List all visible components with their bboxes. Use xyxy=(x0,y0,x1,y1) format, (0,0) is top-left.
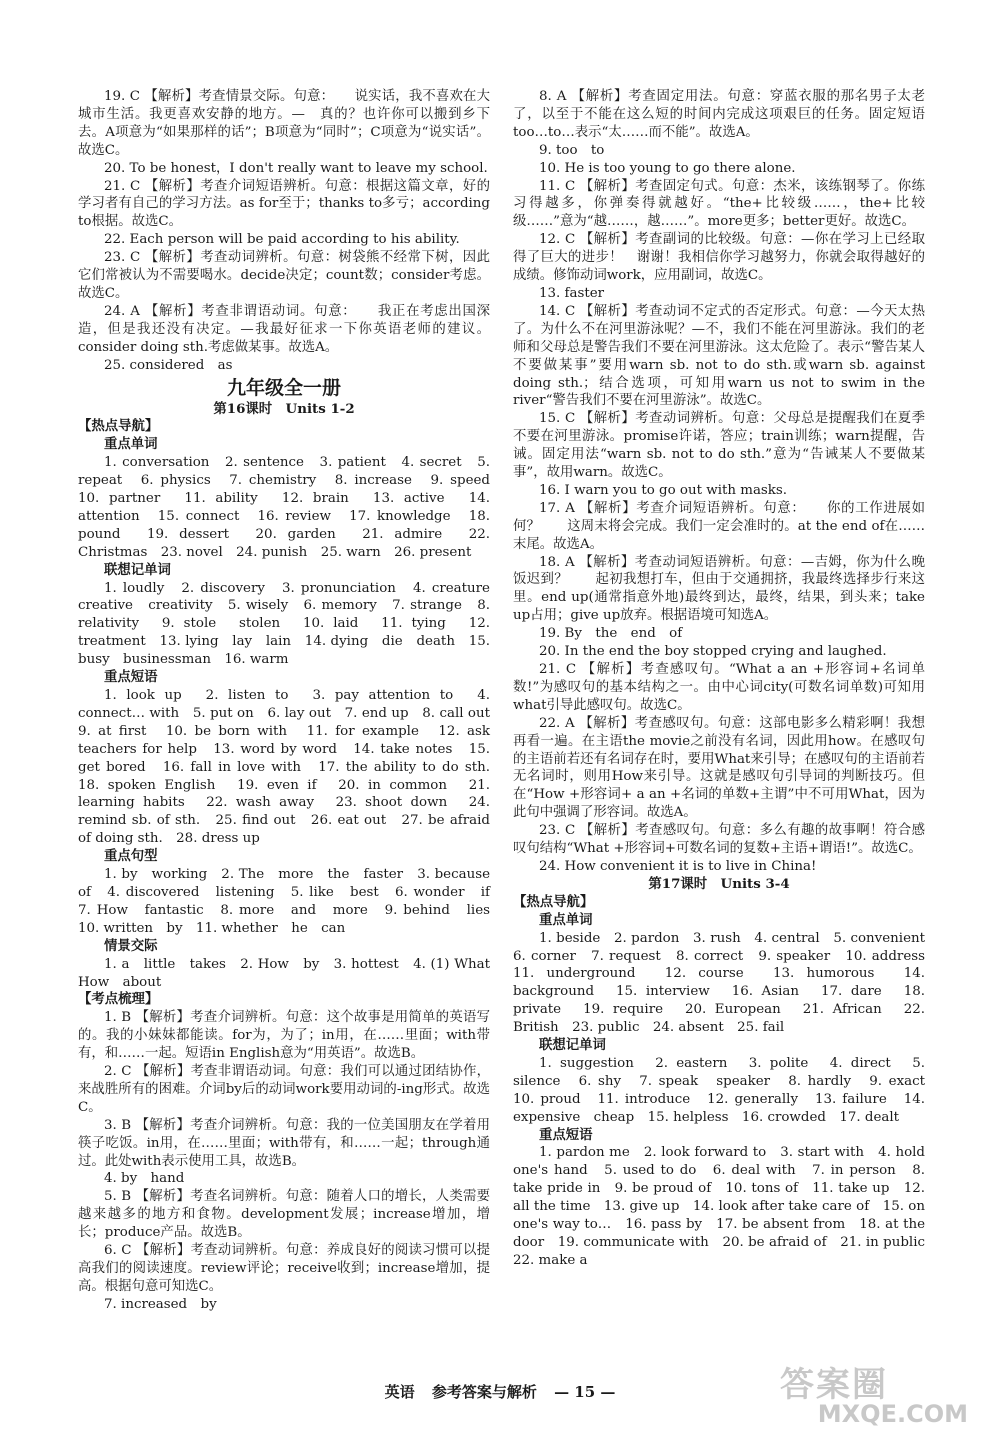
assoc-words-list: 1. suggestion 2. eastern 3. polite 4. direct 5. silence 6. shy 7. speak speaker 8. hardly 9. exact 10. proud 11. introduce 12. generally 13. failure 14. expensive cheap 15. helpless 16. crowded 17. dealt xyxy=(513,1055,939,1125)
key-phrases-list: 1. pardon me 2. look forward to 3. start with 4. hold one's hand 5. used to do 6. deal with 7. in person 8. take pride in 9. be proud of 10. tons of 11. take up 12. all the time 13. give up 14. look after take care of 15. on one's way to… 16. pass by 17. be absent from 18. at the door 19. communicate with 20. be afraid of 21. in public 22. make a xyxy=(513,1145,939,1268)
assoc-words-heading: 联想记单词 xyxy=(104,561,171,578)
key-words-list: 1. beside 2. pardon 3. rush 4. central 5. convenient 6. corner 7. request 8. correct 9. speaker 10. address 11. underground 12. course 13. humorous 14. background 15. interview 16. Asian 17. dare 18. private 19. require 20. European 21. African 22. British 23. public 24. absent 25. fail xyxy=(513,930,939,1036)
answer-23: 23. C 【解析】考查动词辨析。句意：树袋熊不经常下树，因此它们常被认为不需要喝水。decide决定；count数；consider考虑。故选C。 xyxy=(78,250,490,301)
answer-24: 24. How convenient it is to live in China! xyxy=(539,858,817,874)
key-words-heading: 重点单词 xyxy=(539,911,593,928)
exam-points-heading: 【考点梳理】 xyxy=(78,991,159,1008)
communication-heading: 情景交际 xyxy=(104,937,158,954)
footer-subject: 英语 xyxy=(384,1383,415,1401)
answer-21: 21. C 【解析】考查感叹句。“What a an +形容词+名词单数!”为感叹句的基本结构之一。由中心词city(可数名词单数)可知用what引导此感叹句。故选C。 xyxy=(513,662,925,713)
key-words-list: 1. conversation 2. sentence 3. patient 4. secret 5. repeat 6. physics 7. chemistry 8. increase 9. speed 10. partner 11. ability 12. brain 13. active 14. attention 15. connect 16. review 17. knowledge 18. pound 19. dessert 20. garden 21. admire 22. Christmas 23. novel 24. punish 25. warn 26. present xyxy=(78,455,504,560)
answer-18: 18. A 【解析】考查动词短语辨析。句意：—吉姆，你为什么晚饭迟到？ 起初我想打车，但由于交通拥挤，我最终选择步行来这里。end up(通常指意外地)最终到达，最终，结果，到头来；take up占用；give up放弃。根据语境可知选A。 xyxy=(513,554,925,624)
answer-20: 20. To be honest，I don't really want to leave my school. xyxy=(104,160,488,176)
communication-list: 1. a little takes 2. How by 3. hottest 4. (1) What How about xyxy=(78,956,504,990)
exam-answer-5: 5. B 【解析】考查名词辨析。句意：随着人口的增长，人类需要越来越多的地方和食物。development发展；increase增加，增长；produce产品。故选B。 xyxy=(78,1189,490,1241)
answer-22: 22. A 【解析】考查感叹句。句意：这部电影多么精彩啊！我想再看一遍。在主语the movie之前没有名词，因此用how。在感叹句的主语前若还有名词存在时，要用What来引导；在感叹句的主语前若无名词时，则用How来引导。这就是感叹句引导词的判断技巧。但在“How +形容词+ a an +名词的单数+主谓”中不可用What，因为此句中强调了形容词。故选A。 xyxy=(513,715,925,821)
answer-16: 16. I warn you to go out with masks. xyxy=(539,482,788,498)
exam-answer-2: 2. C 【解析】考查非谓语动词。句意：我们可以通过团结协作，来战胜所有的困难。介词by后的动词work要用动词的-ing形式。故选C。 xyxy=(78,1064,490,1115)
footer-section: 参考答案与解析 xyxy=(431,1383,537,1401)
watermark-en: MXQE.COM xyxy=(817,1400,968,1428)
lesson-16-title: 第16课时 Units 1-2 xyxy=(213,400,355,417)
exam-answer-3: 3. B 【解析】考查介词辨析。句意：我的一位美国朋友在学着用筷子吃饭。in用，在……里面；with带有，和……一起；through通过。此处with表示使用工具，故选B。 xyxy=(78,1117,490,1169)
key-sentences-list: 1. by working 2. The more the faster 3. because of 4. discovered listening 5. like best 6. wonder if 7. How fantastic 8. more and more 9. behind lies 10. written by 11. whether he can xyxy=(78,867,504,936)
answer-23: 23. C 【解析】考查感叹句。句意：多么有趣的故事啊！符合感叹句结构“What +形容词+可数名词的复数+主语+谓语!”。故选C。 xyxy=(513,823,925,857)
hot-nav-heading: 【热点导航】 xyxy=(78,418,159,435)
answer-22: 22. Each person will be paid according to his ability. xyxy=(104,232,460,248)
key-sentences-heading: 重点句型 xyxy=(104,848,158,865)
answer-10: 10. He is too young to go there alone. xyxy=(539,160,796,176)
answer-12: 12. C 【解析】考查副词的比较级。句意：—你在学习上已经取得了巨大的进步！ 谢谢！我相信你学习越努力，你就会取得越好的成绩。修饰动词work，应用副词，故选C。 xyxy=(513,232,925,284)
grade-title: 九年级全一册 xyxy=(226,376,341,399)
answer-19: 19. By the end of xyxy=(539,626,683,642)
answer-17: 17. A 【解析】考查介词短语辨析。句意： 你的工作进展如何？ 这周末将会完成。我们一定会准时的。at the end of在……末尾。故选A。 xyxy=(513,500,925,552)
assoc-words-list: 1. loudly 2. discovery 3. pronunciation 4. creature creative creativity 5. wisely 6. memory 7. strange 8. relativity 9. stole stolen 10. laid 11. tying 12. treatment 13. lying lay lain 14. dying die death 15. busy businessman 16. warm xyxy=(78,580,504,668)
exam-answer-1: 1. B 【解析】考查介词辨析。句意：这个故事是用简单的英语写的。我的小妹妹都能读。for为，为了；in用，在……里面；with带有，和……一起。短语in English意为“用英语”。故选B。 xyxy=(78,1010,490,1062)
answer-15: 15. C 【解析】考查动词辨析。句意：父母总是提醒我们在夏季不要在河里游泳。promise许诺，答应；train训练；warn提醒，告诫。固定用法“warn sb. not to do sth.”意为“告诫某人不要做某事”，故用warn。故选C。 xyxy=(513,411,925,481)
key-phrases-list: 1. look up 2. listen to 3. pay attention to 4. connect… with 5. put on 6. lay out 7. end up 8. call out 9. at first 10. be born with 11. for example 12. ask teachers for help 13. word by word 14. take notes 15. get bored 16. fall in love with 17. the ability to do sth. 18. spoken English 19. even if 20. in common 21. learning habits 22. wash away 23. shoot down 24. remind sb. of sth. 25. find out 26. eat out 27. be afraid of doing sth. 28. dress up xyxy=(78,688,504,847)
answer-25: 25. considered as xyxy=(104,357,233,373)
answer-9: 9. too to xyxy=(539,142,605,158)
key-words-heading: 重点单词 xyxy=(104,436,158,453)
right-column xyxy=(513,88,939,1270)
assoc-words-heading: 联想记单词 xyxy=(539,1037,606,1054)
answer-11: 11. C 【解析】考查固定句式。句意：杰米，该练钢琴了。你练习得越多，你弹奏得就越好。“the+比较级……，the+比较级……”意为“越……，越……”。more更多；better更好。故选C。 xyxy=(513,178,925,230)
exam-answer-4: 4. by hand xyxy=(104,1171,185,1187)
answer-19: 19. C 【解析】考查情景交际。句意： 说实话，我不喜欢在大城市生活。我更喜欢安静的地方。— 真的？也许你可以搬到乡下去。A项意为“如果那样的话”；B项意为“同时”；C项意为“说实话”。故选C。 xyxy=(78,89,490,158)
watermark-cn: 答案圈 xyxy=(780,1365,888,1405)
lesson-17-title: 第17课时 Units 3-4 xyxy=(648,875,790,892)
answer-21: 21. C 【解析】考查介词短语辨析。句意：根据这篇文章，好的学习者有自己的学习方法。as for至于；thanks to多亏；according to根据。故选C。 xyxy=(78,178,490,230)
exam-answer-7: 7. increased by xyxy=(104,1296,217,1312)
key-phrases-heading: 重点短语 xyxy=(539,1126,593,1143)
answer-8: 8. A 【解析】考查固定用法。句意：穿蓝衣服的那名男子太老了，以至于不能在这么短的时间内完成这项艰巨的任务。固定短语too…to…表示“太……而不能”。故选A。 xyxy=(513,89,925,140)
answer-13: 13. faster xyxy=(539,285,605,301)
answer-14: 14. C 【解析】考查动词不定式的否定形式。句意：—今天太热了。为什么不在河里游泳呢？—不，我们不能在河里游泳。我们的老师和父母总是警告我们不要在河里游泳。这太危险了。表示“警告某人不要做某事”要用warn sb. not to do sth.或warn sb. against doing sth.；结合选项，可知用warn us not to swim in the river“警告我们不要在河里游泳”。故选C。 xyxy=(513,303,925,409)
page-number: — 15 — xyxy=(554,1383,616,1401)
answer-24: 24. A 【解析】考查非谓语动词。句意： 我正在考虑出国深造，但是我还没有决定。—我最好征求一下你英语老师的建议。consider doing sth.考虑做某事。故选A。 xyxy=(78,303,490,355)
exam-answer-6: 6. C 【解析】考查动词辨析。句意：养成良好的阅读习惯可以提高我们的阅读速度。review评论；receive收到；increase增加，提高。根据句意可知选C。 xyxy=(78,1243,490,1294)
key-phrases-heading: 重点短语 xyxy=(104,669,158,686)
hot-nav-heading: 【热点导航】 xyxy=(513,893,594,910)
answer-20: 20. In the end the boy stopped crying and laughed. xyxy=(539,644,887,660)
watermark-logo xyxy=(780,1365,980,1428)
left-column xyxy=(78,88,504,1314)
